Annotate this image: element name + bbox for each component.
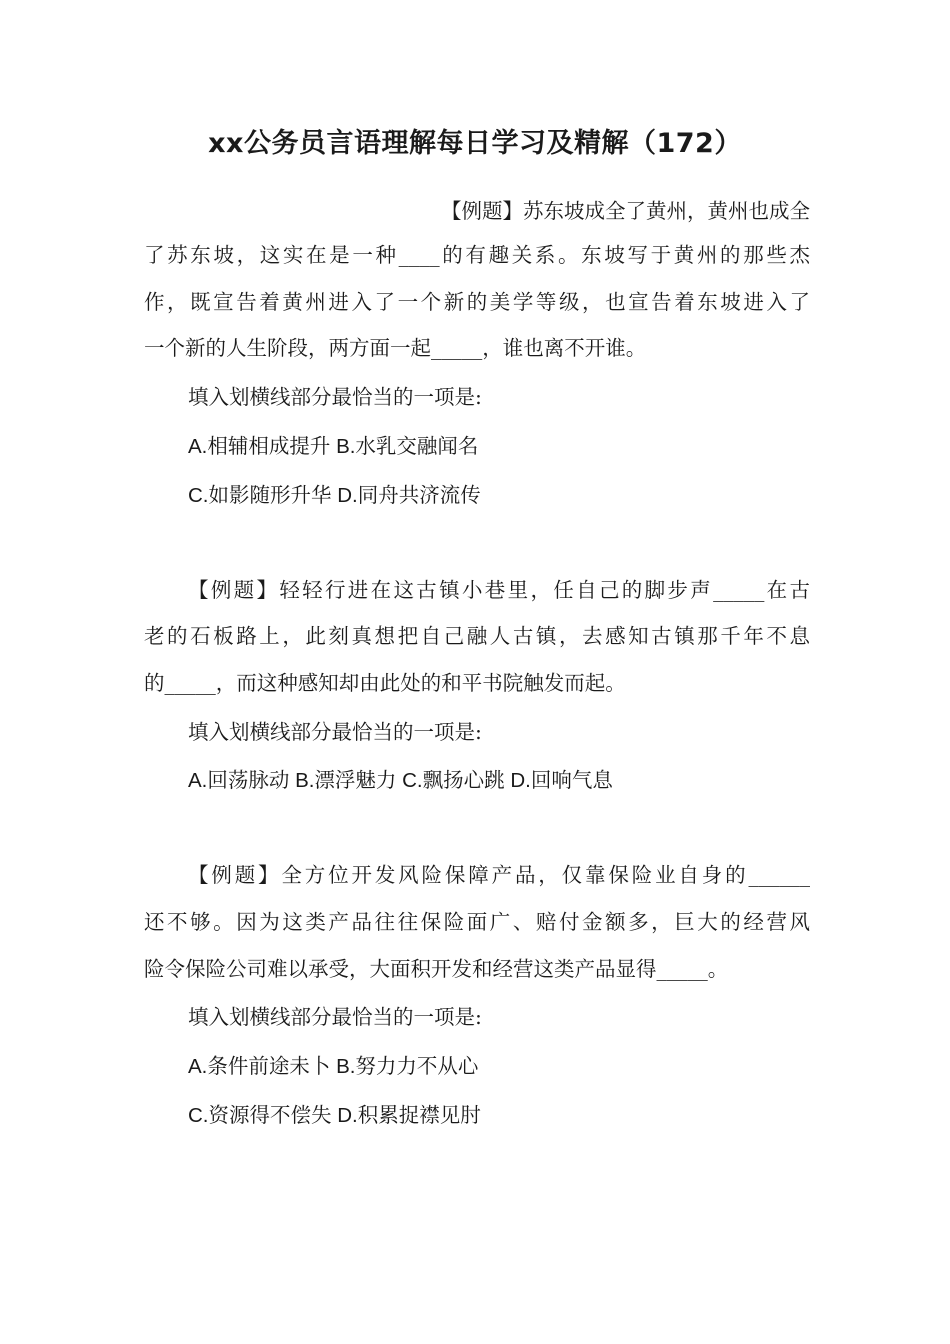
question-2-line-2: 老的石板路上，此刻真想把自己融人古镇，去感知古镇那千年不息 xyxy=(144,624,810,648)
question-3-prompt: 填入划横线部分最恰当的一项是: xyxy=(188,1005,482,1029)
question-3-options-row-1: A.条件前途未卜 B.努力力不从心 xyxy=(188,1055,479,1078)
question-1-options-row-2: C.如影随形升华 D.同舟共济流传 xyxy=(188,484,481,507)
question-1-prompt: 填入划横线部分最恰当的一项是: xyxy=(188,385,482,409)
question-2-options-row-1: A.回荡脉动 B.漂浮魅力 C.飘扬心跳 D.回响气息 xyxy=(188,769,613,792)
question-3-line-2: 还不够。因为这类产品往往保险面广、赔付金额多，巨大的经营风 xyxy=(144,910,810,934)
question-1-options-row-1: A.相辅相成提升 B.水乳交融闻名 xyxy=(188,435,479,458)
question-3-options-row-2: C.资源得不偿失 D.积累捉襟见肘 xyxy=(188,1104,481,1127)
question-1-line-3: 作，既宣告着黄州进入了一个新的美学等级，也宣告着东坡进入了 xyxy=(144,290,810,314)
question-3-line-3: 险令保险公司难以承受，大面积开发和经营这类产品显得_____。 xyxy=(144,957,729,981)
question-2-prompt: 填入划横线部分最恰当的一项是: xyxy=(188,720,482,744)
question-1-line-1: 【例题】苏东坡成全了黄州，黄州也成全 xyxy=(441,199,810,223)
question-2-line-1: 【例题】轻轻行进在这古镇小巷里，任自己的脚步声_____在古 xyxy=(188,578,810,602)
question-1-line-2: 了苏东坡，这实在是一种____的有趣关系。东坡写于黄州的那些杰 xyxy=(144,243,810,267)
question-2-line-3: 的_____，而这种感知却由此处的和平书院触发而起。 xyxy=(144,671,626,695)
question-1-line-4: 一个新的人生阶段，两方面一起_____，谁也离不开谁。 xyxy=(144,336,647,360)
document-title: xx公务员言语理解每日学习及精解（172） xyxy=(208,128,742,159)
question-3-line-1: 【例题】全方位开发风险保障产品，仅靠保险业自身的______ xyxy=(188,863,810,887)
